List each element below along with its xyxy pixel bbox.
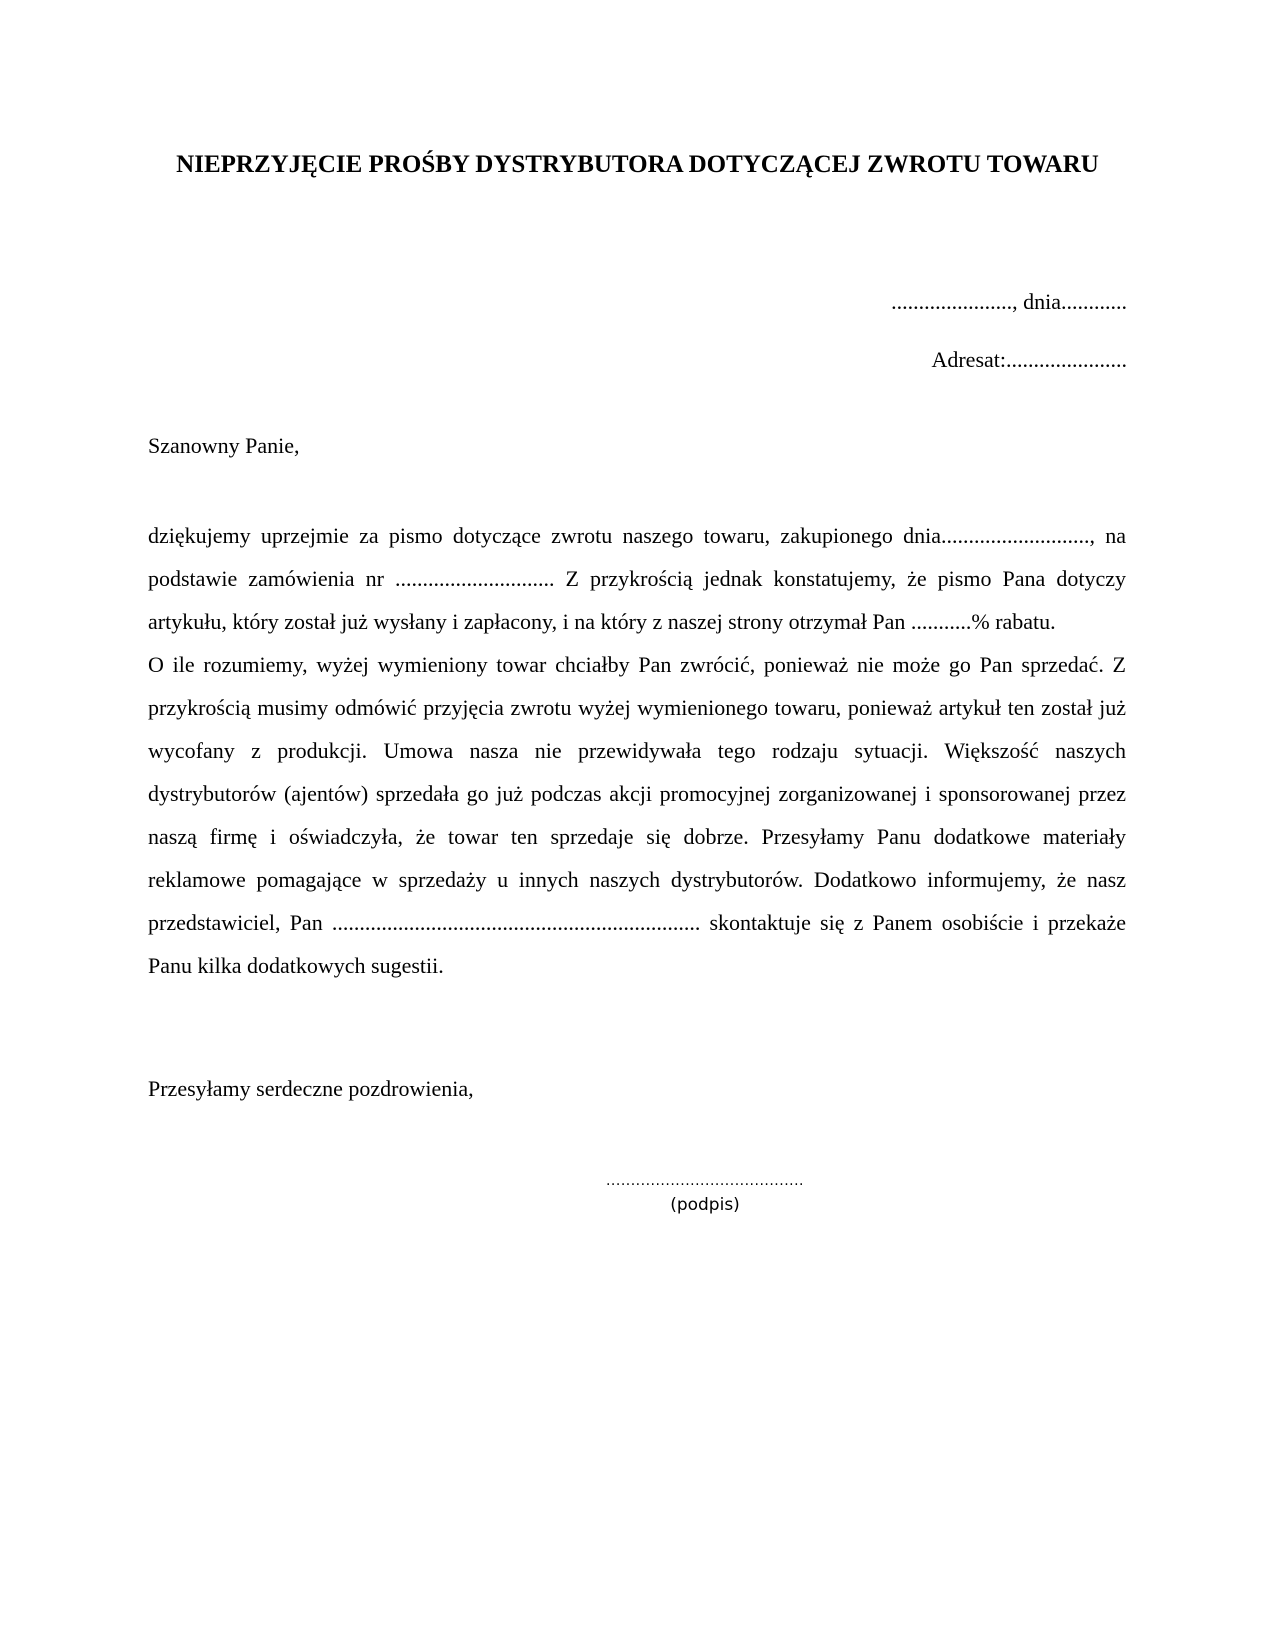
- place-date-line: ......................, dnia............: [891, 289, 1127, 314]
- body-paragraph-1: dziękujemy uprzejmie za pismo dotyczące zwrotu naszego towaru, zakupionego dnia..........................., na podstawie zamówienia nr ............................. Z przykrością jednak konstatujemy, że pismo Pana dotyczy artykułu, który został już wysłany i zapłacony, i na który z naszej strony otrzymał Pan ...........% rabatu.: [148, 523, 1126, 634]
- signature-line: ........................................: [605, 1173, 804, 1189]
- closing-line: Przesyłamy serdeczne pozdrowienia,: [148, 1076, 474, 1101]
- signature-block: [585, 1172, 825, 1216]
- letter-body: [148, 514, 1126, 987]
- addressee-line: Adresat:......................: [931, 347, 1127, 372]
- document-title: NIEPRZYJĘCIE PROŚBY DYSTRYBUTORA DOTYCZĄCEJ ZWROTU TOWARU: [176, 151, 1099, 178]
- greeting: Szanowny Panie,: [148, 433, 300, 458]
- signature-label: (podpis): [670, 1195, 740, 1215]
- body-paragraph-2: O ile rozumiemy, wyżej wymieniony towar chciałby Pan zwrócić, ponieważ nie może go Pan sprzedać. Z przykrością musimy odmówić przyjęcia zwrotu wyżej wymienionego towaru, ponieważ artykuł ten został już wycofany z produkcji. Umowa nasza nie przewidywała tego rodzaju sytuacji. Większość naszych dystrybutorów (ajentów) sprzedała go już podczas akcji promocyjnej zorganizowanej i sponsorowanej przez naszą firmę i oświadczyła, że towar ten sprzedaje się dobrze. Przesyłamy Panu dodatkowe materiały reklamowe pomagające w sprzedaży u innych naszych dystrybutorów. Dodatkowo informujemy, że nasz przedstawiciel, Pan ................................................................... skontaktuje się z Panem osobiście i przekaże Panu kilka dodatkowych sugestii.: [148, 652, 1126, 978]
